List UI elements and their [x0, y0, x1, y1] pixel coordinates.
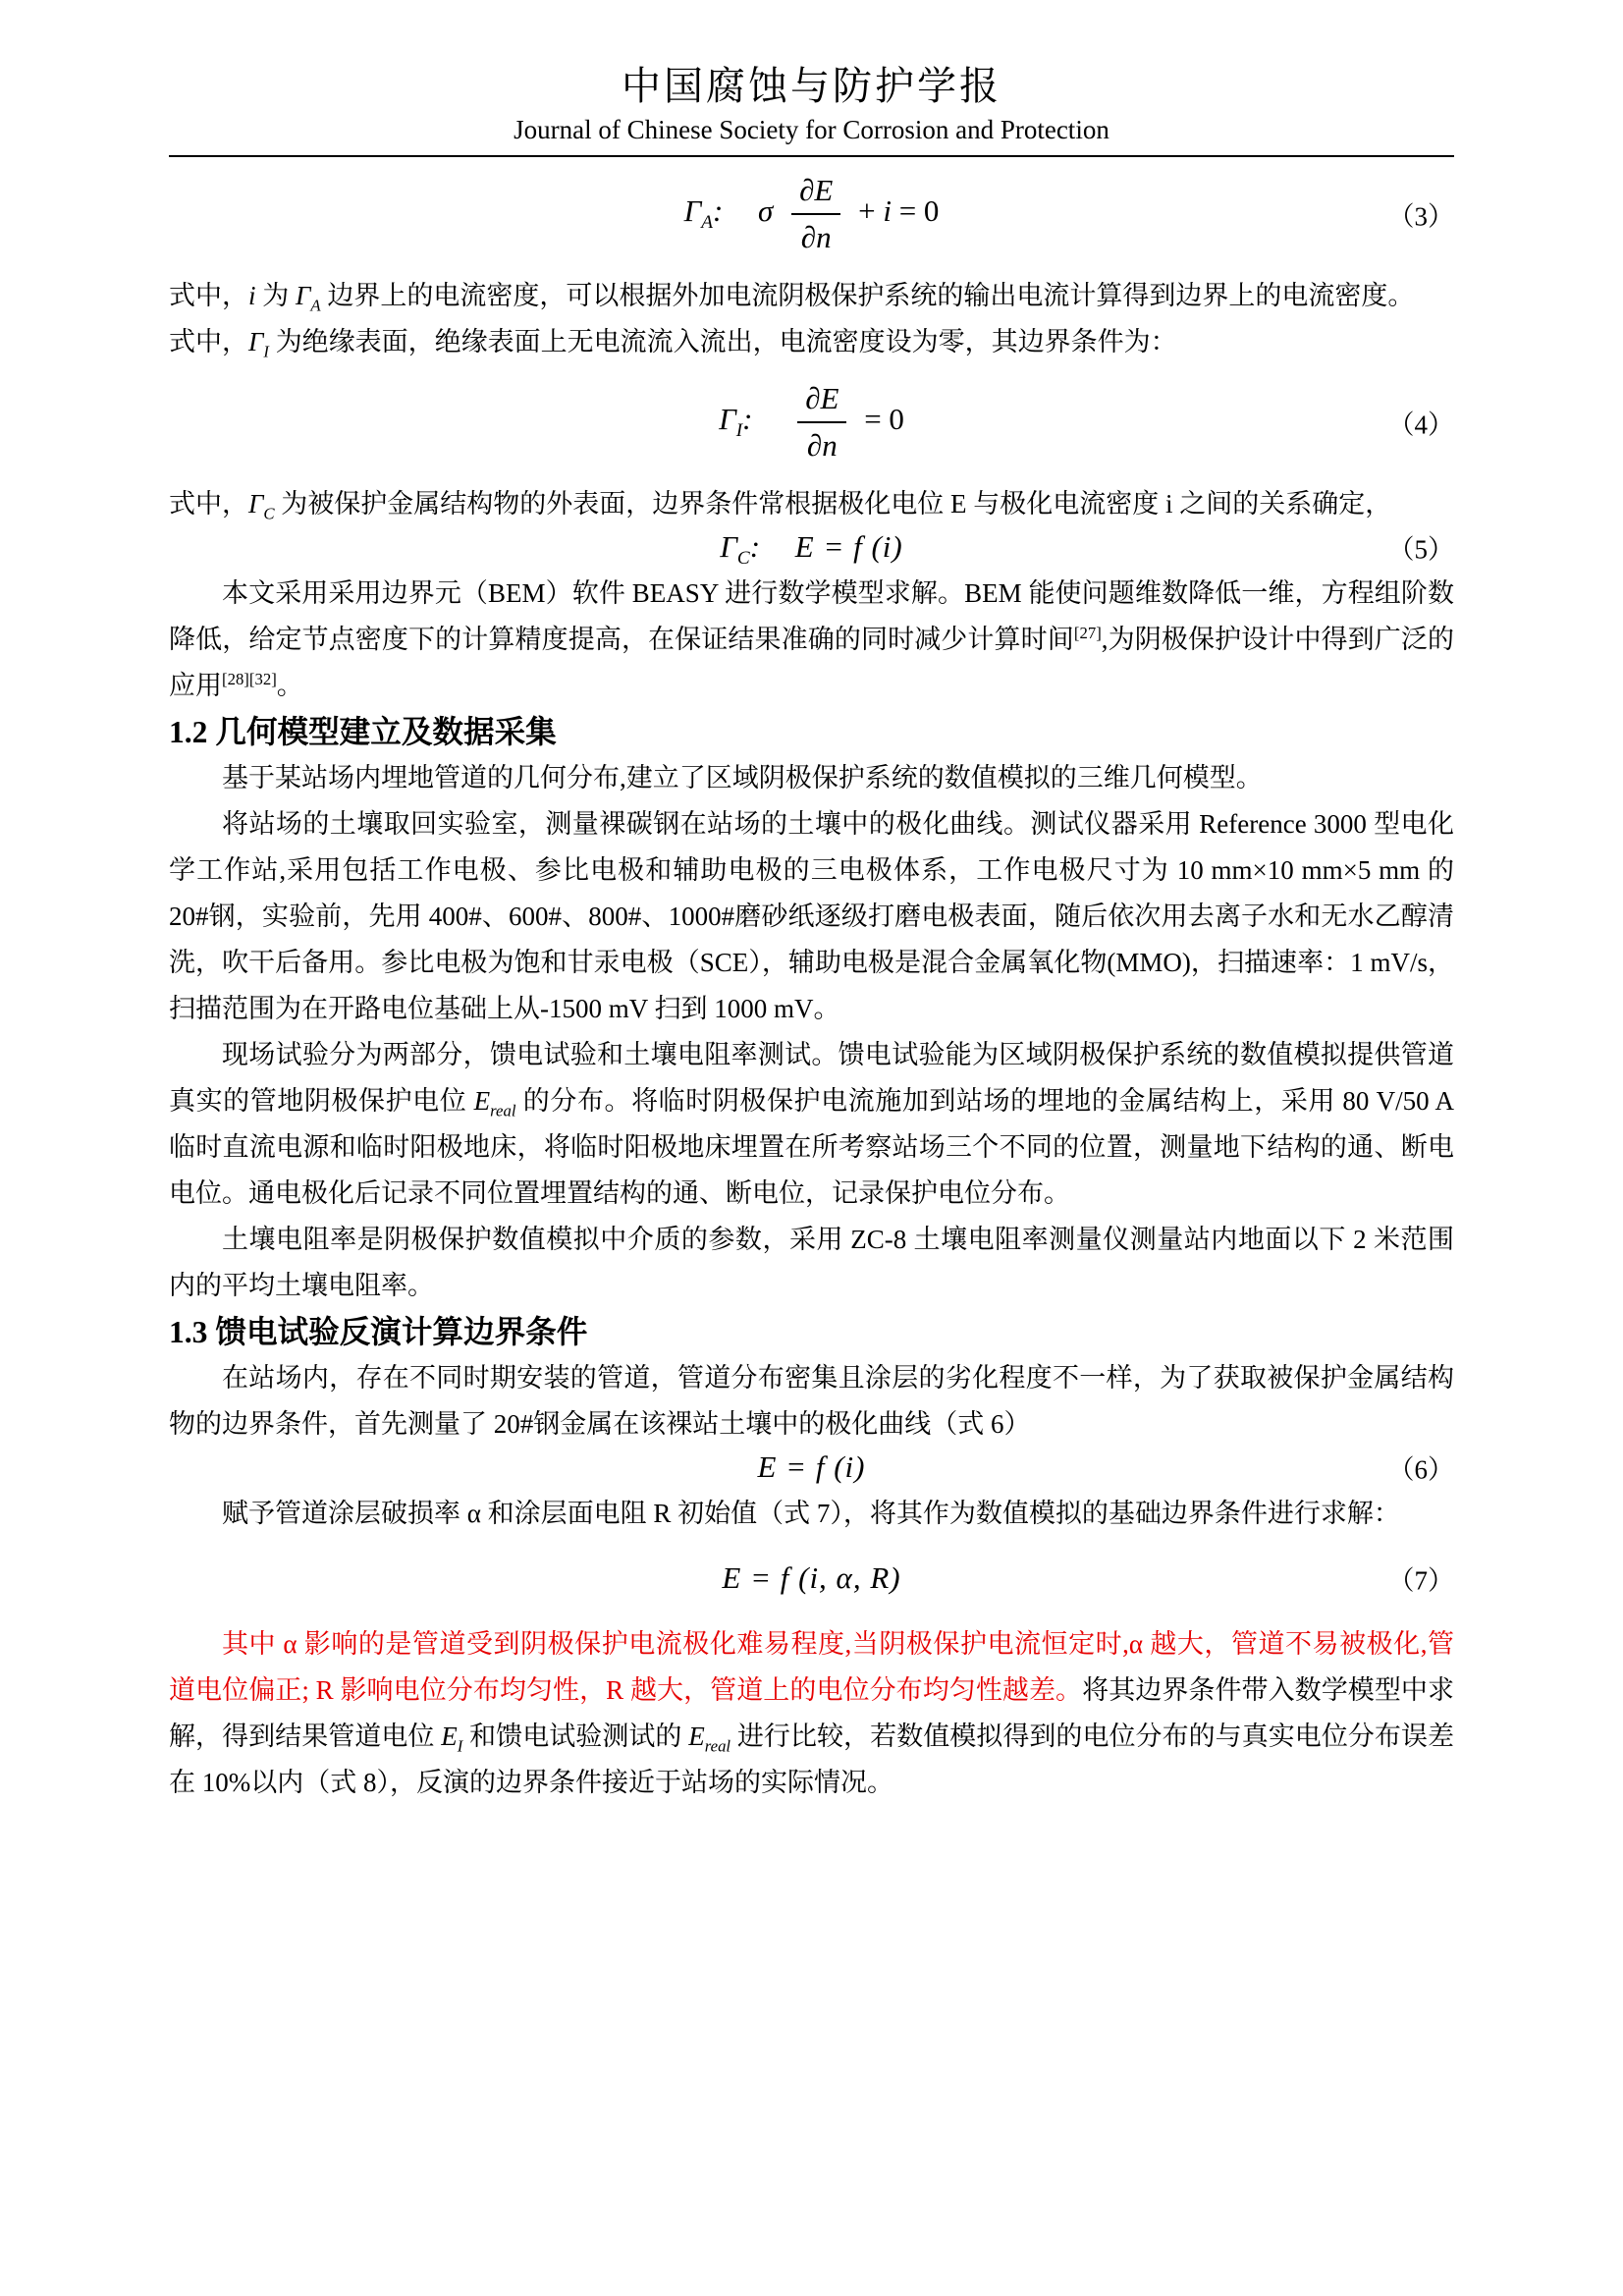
subscript-I: I: [457, 1736, 463, 1756]
paragraph-gamma-i-description: [169, 319, 1454, 365]
fraction-dE-dn: [791, 171, 840, 257]
equation-5: [169, 529, 1454, 570]
text-run: 基于某站场内埋地管道的几何分布,建立了区域阴极保护系统的数值模拟的三维几何模型。: [222, 763, 1263, 793]
equation-6: [169, 1449, 1454, 1485]
equals-zero: = 0: [864, 402, 904, 437]
colon: :: [742, 402, 753, 437]
sigma-symbol: σ: [758, 193, 775, 229]
text-run: 式中，: [169, 281, 248, 310]
fraction-denominator: ∂n: [806, 428, 838, 463]
header-rule: [169, 155, 1454, 157]
text-run: 。: [276, 671, 303, 700]
equals-zero: = 0: [891, 193, 940, 229]
citation-ref-28: [28]: [222, 670, 249, 688]
text-run: 式中，: [169, 489, 248, 519]
potential-var-E: E: [441, 1722, 458, 1751]
gamma: Γ: [683, 193, 702, 229]
equation-number-6: （6）: [1387, 1454, 1454, 1485]
gamma-subscript: C: [263, 504, 275, 523]
fraction-numerator: ∂E: [797, 379, 846, 423]
gamma: Γ: [719, 402, 736, 437]
equation-number-4: （4）: [1387, 410, 1454, 440]
citation-ref-27: [27]: [1073, 624, 1102, 642]
equation-tail: [858, 193, 939, 228]
equation-3: [169, 171, 1454, 257]
fraction-dE-dn: [797, 379, 846, 465]
gamma: Γ: [248, 327, 264, 356]
text-run: 现场试验分为两部分，馈电试验和土壤电阻率测试。馈电试验能为区域阴极保护系统的数值模拟提供管道真实的管地阴极保护电位: [169, 1040, 1454, 1116]
gamma-subscript: I: [263, 342, 269, 361]
gamma-subscript: C: [736, 548, 750, 570]
page-header: [169, 55, 1454, 157]
equation-number-7: （7）: [1387, 1565, 1454, 1596]
equation-body: E = f (i): [794, 529, 903, 564]
paragraph-lab-measurement: [169, 801, 1454, 1032]
paragraph-bem-solver: [169, 571, 1454, 709]
paragraph-gamma-c-description: [169, 481, 1454, 527]
journal-title-cn: 中国腐蚀与防护学报: [622, 64, 1001, 108]
gamma: Γ: [248, 489, 264, 519]
text-run: 边界上的电流密度，可以根据外加电流阴极保护系统的输出电流计算得到边界上的电流密度。: [320, 281, 1415, 310]
gamma: Γ: [296, 281, 311, 310]
equation-number-3: （3）: [1387, 201, 1454, 232]
text-run: 为绝缘表面，绝缘表面上无电流流入流出，电流密度设为零，其边界条件为：: [268, 327, 1177, 356]
text-run: 本文采用采用边界元（BEM）软件 BEASY 进行数学模型求解。BEM 能使问题维数降低一维，方程组阶数降低，给定节点密度下的计算精度提高，在保证结果准确的同时减少计算时间: [169, 578, 1454, 654]
text-run: 土壤电阻率是阴极保护数值模拟中介质的参数，采用 ZC-8 土壤电阻率测量仪测量站内地面以下 2 米范围内的平均土壤电阻率。: [169, 1225, 1454, 1300]
plus-sign: +: [858, 193, 884, 229]
colon: :: [749, 529, 761, 564]
text-run: 将站场的土壤取回实验室，测量裸碳钢在站场的土壤中的极化曲线。测试仪器采用 Reference 3000 型电化学工作站,采用包括工作电极、参比电极和辅助电极的三电极体系，工作电极尺寸为 10 mm×10 mm×5 mm 的 20#钢，实验前，先用 400#、600#、800#、1000#磨砂纸逐级打磨电极表面，随后依次用去离子水和无水乙醇清洗，吹干后备用。参比电极为饱和甘汞电极（SCE），辅助电极是混合金属氧化物(MMO)，扫描速率：1 mV/s，扫描范围为在开路电位基础上从-1500 mV 扫到 1000 mV。: [169, 809, 1454, 1023]
colon: :: [712, 193, 724, 229]
boundary-symbol-gamma-a: [683, 193, 724, 234]
paragraph-alpha-r-discussion: [169, 1621, 1454, 1806]
gamma: Γ: [720, 529, 737, 564]
current-density-var: i: [883, 193, 892, 229]
equation-7: [169, 1560, 1454, 1596]
gamma-subscript: I: [735, 420, 743, 442]
gamma-subscript: A: [701, 212, 713, 234]
equation-tail: [864, 402, 904, 436]
text-run: 赋予管道涂层破损率 α 和涂层面电阻 R 初始值（式 7），将其作为数值模拟的基础边界条件进行求解：: [222, 1499, 1400, 1528]
section-heading-1-3: 1.3 馈电试验反演计算边界条件: [169, 1315, 588, 1349]
paragraph-initial-values: [169, 1491, 1454, 1537]
subscript-real: real: [490, 1101, 516, 1121]
paragraph-gamma-a-description: [169, 273, 1454, 319]
text-run: ,为阴极保护设计中得到广泛的应用: [169, 625, 1455, 700]
potential-var-E: E: [688, 1722, 705, 1751]
equation-4: [169, 379, 1454, 465]
potential-var-E: E: [473, 1086, 491, 1116]
paragraph-field-test: [169, 1032, 1454, 1217]
boundary-symbol-gamma-i: [719, 402, 753, 442]
boundary-symbol-gamma-c: [720, 529, 761, 570]
text-run: 将其边界条件带入数学模型中求解，得到结果管道电位: [169, 1675, 1454, 1751]
text-run: 进行比较，若数值模拟得到的电位分布的与真实电位分布误差在 10%以内（式 8），反演的边界条件接近于站场的实际情况。: [169, 1722, 1455, 1797]
emphasized-red-text: 其中 α 影响的是管道受到阴极保护电流极化难易程度,当阴极保护电流恒定时,α 越大，管道不易被极化,管道电位偏正; R 影响电位分布均匀性，R 越大，管道上的电位分布均匀性越差。: [169, 1629, 1454, 1705]
text-run: 在站场内，存在不同时期安装的管道，管道分布密集且涂层的劣化程度不一样，为了获取被保护金属结构物的边界条件，首先测量了 20#钢金属在该裸站土壤中的极化曲线（式 6）: [169, 1363, 1454, 1439]
text-run: 为被保护金属结构物的外表面，边界条件常根据极化电位 E 与极化电流密度 i 之间的关系确定，: [274, 489, 1392, 519]
gamma-subscript: A: [310, 296, 321, 315]
text-run: 为: [255, 281, 297, 310]
fraction-numerator: ∂E: [791, 171, 840, 215]
equation-number-5: （5）: [1387, 534, 1454, 565]
current-density-var: i: [248, 281, 256, 310]
equation-body: E = f (i, α, R): [722, 1560, 901, 1595]
text-run: 和馈电试验测试的: [462, 1722, 689, 1751]
journal-title-en: Journal of Chinese Society for Corrosion and Protection: [514, 115, 1109, 144]
text-run: 的分布。将临时阴极保护电流施加到站场的埋地的金属结构上，采用 80 V/50 A 临时直流电源和临时阳极地床，将临时阳极地床埋置在所考察站场三个不同的位置，测量地下结构的通、断电电位。通电极化后记录不同位置埋置结构的通、断电位，记录保护电位分布。: [169, 1086, 1454, 1208]
text-run: 式中，: [169, 327, 248, 356]
paragraph-boundary-conditions: [169, 1355, 1454, 1448]
citation-ref-32: [32]: [248, 670, 277, 688]
equation-body: E = f (i): [757, 1449, 866, 1484]
paragraph-geometry-model: [169, 755, 1454, 801]
section-heading-1-2: 1.2 几何模型建立及数据采集: [169, 715, 557, 749]
paragraph-soil-resistivity: [169, 1217, 1454, 1309]
fraction-denominator: ∂n: [800, 220, 832, 254]
subscript-real: real: [704, 1736, 731, 1756]
